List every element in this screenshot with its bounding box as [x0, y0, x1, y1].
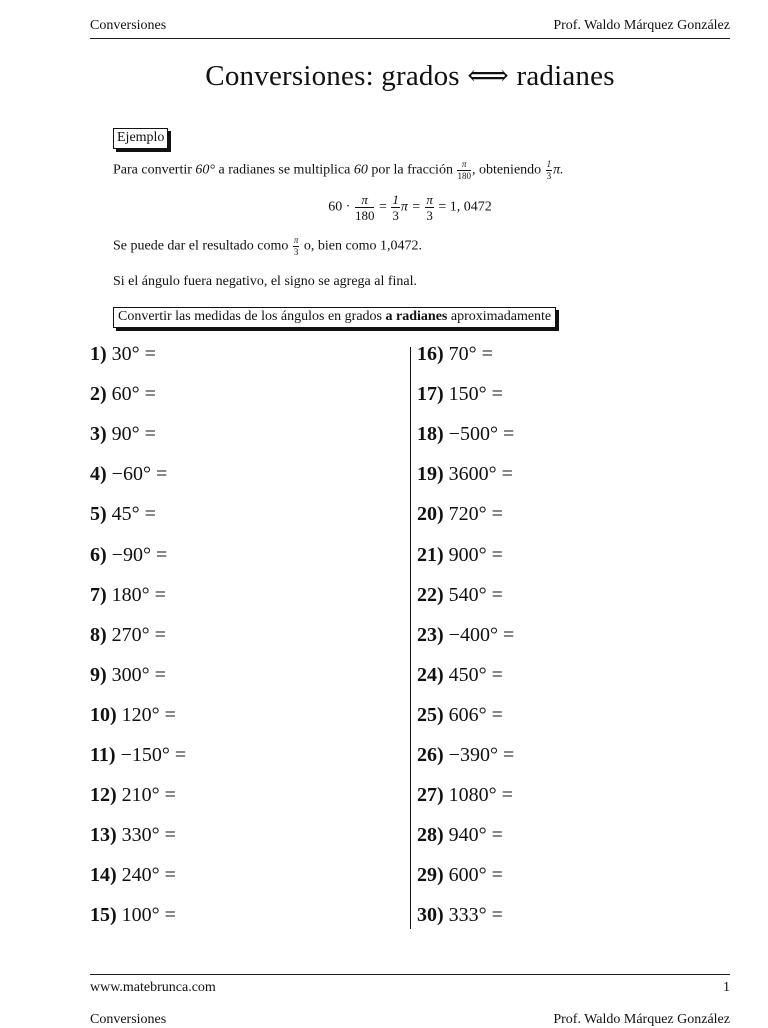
exercise-item	[90, 343, 156, 366]
exercise-item	[90, 544, 167, 567]
fraction: $\frac{\pi}{180}$	[354, 192, 375, 223]
exercise-expression: 70° =	[448, 343, 493, 365]
fraction: $\frac{1}{3}$	[392, 192, 399, 223]
exercise-number: 29)	[417, 864, 444, 887]
exercise-item	[90, 864, 176, 887]
exercise-item	[417, 463, 513, 486]
exercise-item	[90, 463, 167, 486]
example-label: Ejemplo	[113, 128, 168, 149]
exercise-item	[417, 423, 514, 446]
exercise-expression: −150° =	[120, 744, 187, 766]
exercise-number: 9)	[90, 663, 107, 686]
footer-website: www.matebrunca.com	[90, 980, 216, 995]
exercise-number: 6)	[90, 543, 107, 566]
exercise-expression: 90° =	[111, 423, 156, 446]
exercise-expression: 600° =	[448, 864, 503, 887]
exercise-item	[417, 704, 503, 727]
exercise-item	[90, 624, 166, 647]
exercise-item	[90, 744, 186, 767]
exercise-number: 21)	[417, 543, 444, 566]
exercise-expression: −390° =	[448, 744, 515, 766]
exercise-expression: 540° =	[448, 583, 503, 606]
exercise-item	[90, 824, 176, 847]
page-footer	[90, 974, 730, 1005]
exercise-expression: 60° =	[111, 383, 156, 406]
exercise-item	[90, 784, 176, 807]
exercise-expression: 330° =	[121, 824, 176, 847]
exercise-item	[417, 864, 503, 887]
exercise-expression: 100° =	[121, 904, 176, 927]
exercise-expression: 120° =	[121, 703, 176, 726]
exercise-number: 8)	[90, 623, 107, 646]
exercise-expression: 606° =	[448, 703, 503, 726]
exercise-item	[417, 624, 514, 647]
exercise-item	[417, 343, 493, 366]
exercise-expression: 270° =	[111, 623, 166, 646]
fraction: $\frac{\pi}{3}$	[293, 235, 299, 257]
page-header	[90, 18, 730, 39]
exercise-expression: 940° =	[448, 824, 503, 847]
header-left: Conversiones	[90, 18, 167, 33]
exercise-number: 23)	[417, 623, 444, 646]
exercise-expression: 180° =	[111, 583, 166, 606]
exercise-number: 11)	[90, 744, 116, 766]
exercise-expression: 720° =	[448, 503, 503, 526]
exercise-expression: 300° =	[111, 663, 166, 686]
exercise-expression: 30° =	[111, 343, 156, 365]
exercise-number: 15)	[90, 904, 117, 927]
exercise-expression: −60° =	[111, 463, 168, 486]
exercise-number: 5)	[90, 503, 107, 526]
exercise-expression: 3600° =	[448, 463, 513, 486]
exercise-number: 1)	[90, 343, 107, 365]
example-paragraph-1: Para convertir 60° a radianes se multiplica 60 por la fracción $\frac{\pi}{180}$ , obteniendo $\frac{1}{3}$ π.	[113, 159, 564, 181]
exercise-item	[417, 503, 503, 526]
exercise-number: 4)	[90, 463, 107, 486]
exercise-number: 25)	[417, 703, 444, 726]
example-equation: 60 · $\frac{\pi}{180}$ = $\frac{1}{3}$ π = $\frac{\pi}{3}$ = 1, 0472	[328, 192, 492, 223]
exercise-expression: −90° =	[111, 543, 168, 566]
exercise-number: 27)	[417, 784, 444, 807]
exercise-number: 26)	[417, 744, 444, 766]
exercise-number: 3)	[90, 423, 107, 446]
exercise-expression: 240° =	[121, 864, 176, 887]
exercise-number: 18)	[417, 423, 444, 446]
exercise-item	[417, 744, 514, 767]
exercise-number: 30)	[417, 904, 444, 927]
exercise-item	[417, 664, 503, 687]
exercise-item	[417, 904, 503, 927]
exercise-number: 24)	[417, 663, 444, 686]
fraction: $\frac{\pi}{180}$	[457, 159, 471, 181]
fraction: $\frac{1}{3}$	[546, 159, 552, 181]
exercise-expression: −400° =	[448, 623, 515, 646]
page-title: Conversiones: grados ⟺ radianes	[205, 60, 615, 92]
example-paragraph-2: Se puede dar el resultado como $\frac{\pi}{3}$ o, bien como 1,0472.	[113, 235, 423, 257]
exercise-expression: 45° =	[111, 503, 156, 526]
exercise-expression: −500° =	[448, 423, 515, 446]
exercise-item	[417, 824, 503, 847]
exercise-item	[90, 503, 156, 526]
exercise-expression: 210° =	[121, 784, 176, 807]
exercise-item	[90, 704, 176, 727]
exercise-number: 12)	[90, 784, 117, 807]
exercise-number: 20)	[417, 503, 444, 526]
exercise-item	[417, 544, 503, 567]
column-divider	[410, 347, 411, 929]
exercise-number: 10)	[90, 703, 117, 726]
instruction-box: Convertir las medidas de los ángulos en grados a radianes aproximadamente	[113, 307, 556, 328]
exercise-number: 22)	[417, 583, 444, 606]
exercise-number: 2)	[90, 383, 107, 406]
exercise-expression: 150° =	[448, 383, 503, 406]
exercise-number: 13)	[90, 824, 117, 847]
exercise-item	[90, 423, 156, 446]
fraction: $\frac{\pi}{3}$	[426, 192, 433, 223]
header-right: Prof. Waldo Márquez González	[553, 18, 730, 33]
page-number: 1	[723, 980, 730, 995]
exercise-number: 14)	[90, 864, 117, 887]
exercise-item	[90, 383, 156, 406]
exercise-expression: 1080° =	[448, 784, 513, 807]
example-paragraph-3: Si el ángulo fuera negativo, el signo se agrega al final.	[113, 274, 418, 289]
exercise-expression: 900° =	[448, 543, 503, 566]
exercise-number: 19)	[417, 463, 444, 486]
exercise-item	[90, 904, 176, 927]
exercise-item	[417, 784, 513, 807]
exercise-item	[417, 383, 503, 406]
exercise-item	[90, 584, 166, 607]
exercise-number: 16)	[417, 343, 444, 365]
exercise-item	[90, 664, 166, 687]
exercise-expression: 450° =	[448, 663, 503, 686]
exercise-number: 7)	[90, 583, 107, 606]
exercise-item	[417, 584, 503, 607]
exercise-number: 17)	[417, 383, 444, 406]
exercise-number: 28)	[417, 824, 444, 847]
exercise-expression: 333° =	[448, 904, 503, 927]
